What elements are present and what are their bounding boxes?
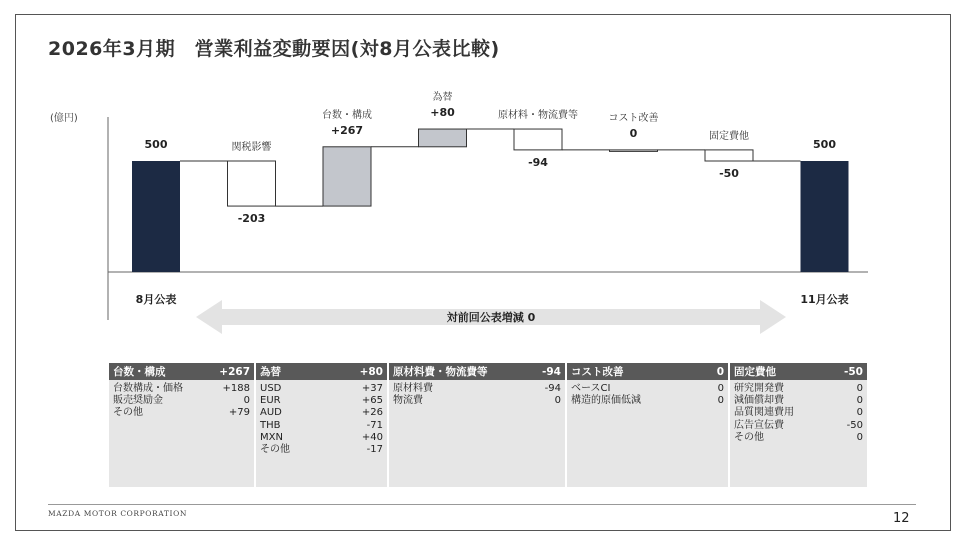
breakdown-item-label: その他 (260, 444, 290, 456)
breakdown-item-value: 0 (856, 407, 863, 419)
breakdown-header-name: 原材料費・物流費等 (393, 366, 488, 378)
breakdown-row (734, 407, 863, 419)
breakdown-item-value: -17 (366, 444, 383, 456)
category-label-4: 原材料・物流費等 (498, 110, 578, 122)
breakdown-item-label: EUR (260, 395, 281, 407)
breakdown-row (113, 407, 250, 419)
arrow-label: 対前回公表増減 0 (446, 311, 536, 324)
breakdown-item-label: 原材料費 (393, 383, 433, 394)
breakdown-column (730, 363, 867, 487)
breakdown-column (567, 363, 728, 487)
breakdown-item-label: THB (260, 419, 281, 431)
breakdown-item-label: USD (260, 383, 282, 394)
breakdown-header-name: 固定費他 (734, 366, 776, 378)
breakdown-item-value: +79 (228, 407, 250, 419)
breakdown-item-value: -94 (544, 383, 561, 394)
data-label-2: +267 (330, 123, 364, 137)
breakdown-row (113, 395, 250, 407)
breakdown-header-name: 為替 (260, 366, 281, 378)
breakdown-item-value: +26 (361, 407, 383, 419)
breakdown-column (256, 363, 387, 487)
breakdown-item-label: 販売奨励金 (113, 395, 163, 407)
breakdown-table (109, 363, 867, 487)
breakdown-row (571, 395, 724, 407)
breakdown-header-total: +267 (219, 365, 250, 378)
data-label-3: +80 (430, 106, 455, 120)
breakdown-item-value: +37 (361, 383, 383, 394)
breakdown-row (393, 395, 561, 407)
category-label-3: 為替 (432, 92, 453, 104)
breakdown-item-label: 減価償却費 (734, 395, 784, 407)
breakdown-item-value: 0 (717, 395, 724, 407)
breakdown-row (393, 383, 561, 395)
breakdown-item-label: 広告宣伝費 (734, 419, 784, 431)
breakdown-row (734, 395, 863, 407)
breakdown-item-label: その他 (734, 431, 764, 443)
breakdown-item-value: -71 (366, 419, 383, 431)
breakdown-column (389, 363, 565, 487)
breakdown-item-value: 0 (243, 395, 250, 407)
breakdown-item-value: 0 (856, 431, 863, 443)
data-label-1: -203 (237, 212, 266, 226)
bar-2 (323, 147, 371, 206)
bar-0 (132, 161, 180, 272)
breakdown-item-value: 0 (554, 395, 561, 407)
breakdown-item-value: 0 (856, 383, 863, 394)
breakdown-item-value: +65 (361, 395, 383, 407)
breakdown-item-value: 0 (856, 395, 863, 407)
breakdown-item-value: +40 (361, 431, 383, 443)
slide-title: 2026年3月期 営業利益変動要因(対8月公表比較) (48, 38, 500, 60)
breakdown-header-total: +80 (359, 365, 383, 378)
breakdown-header-total: -50 (844, 365, 863, 378)
breakdown-row (113, 383, 250, 395)
data-label-7: 500 (813, 138, 836, 151)
unit-label: (億円) (50, 113, 78, 124)
breakdown-row (260, 383, 383, 395)
footer-divider (48, 504, 916, 505)
category-label-6: 固定費他 (709, 130, 749, 142)
page-number: 12 (893, 511, 910, 526)
breakdown-row (734, 420, 863, 432)
breakdown-header-total: 0 (716, 365, 724, 378)
breakdown-item-value: -50 (846, 419, 863, 431)
bar-6 (705, 150, 753, 161)
data-label-0: 500 (144, 138, 168, 151)
breakdown-header (567, 363, 728, 380)
category-label-5: コスト改善 (608, 112, 659, 124)
bar-5 (610, 150, 658, 152)
data-label-4: -94 (528, 155, 548, 169)
breakdown-header-name: 台数・構成 (113, 366, 166, 378)
breakdown-item-label: AUD (260, 407, 282, 419)
breakdown-item-label: MXN (260, 431, 283, 443)
bar-1 (228, 161, 276, 206)
breakdown-header (109, 363, 254, 380)
breakdown-header (389, 363, 565, 380)
category-label-2: 台数・構成 (322, 109, 372, 121)
data-label-6: -50 (719, 167, 739, 180)
bar-3 (419, 129, 467, 147)
breakdown-item-label: 構造的原価低減 (571, 395, 641, 407)
breakdown-item-label: ベースCI (571, 383, 611, 394)
breakdown-item-label: 品質関連費用 (734, 407, 794, 419)
breakdown-row (260, 395, 383, 407)
breakdown-row (571, 383, 724, 395)
breakdown-item-value: +188 (222, 383, 250, 394)
x-label-right: 11月公表 (800, 293, 849, 306)
breakdown-header-total: -94 (542, 365, 561, 378)
breakdown-column (109, 363, 254, 487)
x-label-left: 8月公表 (135, 293, 177, 306)
breakdown-row (260, 420, 383, 432)
breakdown-item-label: 物流費 (393, 395, 423, 407)
breakdown-item-label: その他 (113, 407, 143, 419)
breakdown-header-name: コスト改善 (571, 366, 624, 378)
breakdown-item-value: 0 (717, 383, 724, 394)
breakdown-row (260, 432, 383, 444)
category-label-1: 関税影響 (231, 142, 272, 153)
bar-7 (801, 161, 849, 272)
breakdown-row (260, 444, 383, 456)
data-label-5: 0 (629, 126, 638, 140)
breakdown-row (734, 432, 863, 444)
breakdown-header (730, 363, 867, 380)
breakdown-row (260, 407, 383, 419)
breakdown-header (256, 363, 387, 380)
breakdown-item-label: 台数構成・価格 (113, 383, 183, 394)
company-name: MAZDA MOTOR CORPORATION (48, 509, 187, 518)
bar-4 (514, 129, 562, 150)
breakdown-row (734, 383, 863, 395)
breakdown-item-label: 研究開発費 (734, 383, 784, 394)
